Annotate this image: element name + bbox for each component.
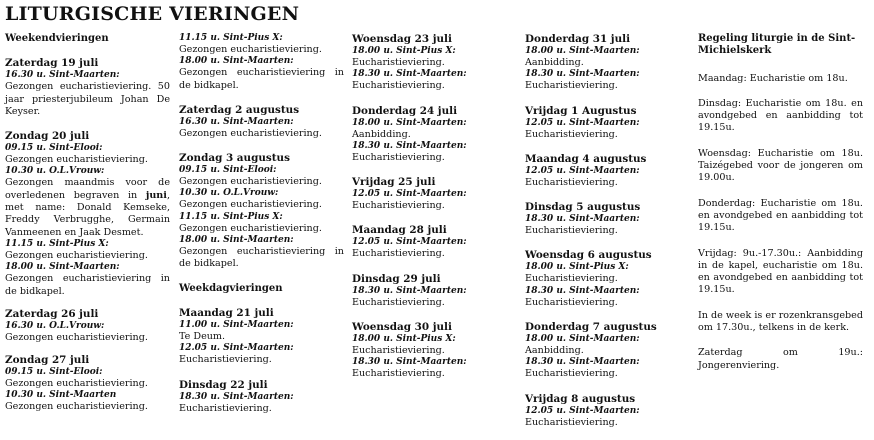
entry-text: Gezongen eucharistieviering. 50 jaar priesterjubileum Johan De Keyser. [5,81,170,117]
entry-time-place: 18.00 u. Sint-Maarten: [179,56,294,67]
column-sint-michielskerk [698,33,863,385]
entry-text: Gezongen eucharistieviering. [179,44,322,55]
entry-time-place: 12.05 u. Sint-Maarten: [525,165,640,176]
entry-text: Gezongen eucharistieviering. [179,176,322,188]
column-weekday-2 [525,33,690,440]
entry-day: Dinsdag 22 juli [179,378,268,391]
schedule-paragraph: Zaterdag om 19u.: Jongerenviering. [698,347,863,371]
entry-day: Zaterdag 19 juli [5,57,99,70]
entry-day: Vrijdag 8 augustus [525,392,636,405]
entry-day: Zondag 3 augustus [179,152,290,165]
entry-time-place: 18.30 u. Sint-Maarten: [352,285,467,296]
entry-time-place: 18.00 u. Sint-Pius X: [352,46,456,56]
entry [179,307,344,367]
entry-text: Eucharistieviering. [352,200,445,212]
entry-text: Eucharistieviering. [352,57,445,68]
entry-day: Dinsdag 29 juli [352,272,441,285]
column-weekend-2 [179,33,344,427]
column-weekend-1 [5,33,170,426]
entry-time-place: 12.05 u. Sint-Maarten: [352,237,467,248]
entry-time-place: 18.00 u. Sint-Maarten: [352,117,467,128]
entry-text: Gezongen eucharistieviering. [5,331,148,343]
entry-time-place: 09.15 u. Sint-Elooi: [5,367,103,378]
entry-day: Woensdag 30 juli [352,321,452,334]
entry-text: Gezongen eucharistieviering in de bidkapel. [179,246,344,270]
schedule-paragraph: Vrijdag: 9u.-17.30u.: Aanbidding in de kapel, eucharistie om 18u. en avondgebed en aanbidding tot 19.15u. [698,247,863,296]
entry-text: Eucharistieviering. [179,402,272,414]
entry-text: Gezongen eucharistieviering. [179,127,322,139]
entry-text: Eucharistieviering. [352,80,445,92]
entry-time-place: 10.30 u. O.L.Vrouw: [179,188,279,199]
schedule-paragraph: Dinsdag: Eucharistie om 18u. en avondgebed en aanbidding tot 19.15u. [698,97,863,134]
entry-text: Eucharistieviering. [525,296,618,308]
entry [179,33,344,92]
entry-time-place: 16.30 u. O.L.Vrouw: [5,320,105,331]
entry-text: Aanbidding. [525,57,584,68]
entry-text: Eucharistieviering. [525,273,618,285]
entry [525,105,690,141]
entry-text: Gezongen eucharistieviering in de bidkapel. [179,67,344,91]
entry-time-place: 18.30 u. Sint-Maarten: [525,285,640,296]
entry-text: Gezongen eucharistieviering. [179,222,322,234]
entry-time-place: 11.00 u. Sint-Maarten: [179,319,294,330]
entry-time-place: 11.15 u. Sint-Pius X: [5,238,109,249]
entry [525,33,690,93]
entry-text: Gezongen eucharistieviering. [179,199,322,211]
section-heading-sint-michielskerk: Regeling liturgie in de Sint-Michielskerk [698,33,856,57]
entry-text: Gezongen eucharistieviering. [5,378,148,390]
entry-text: Gezongen eucharistieviering. [5,401,148,413]
entry [179,104,344,140]
entry-time-place: 16.30 u. Sint-Maarten: [5,70,120,81]
entry-time-place: 10.30 u. O.L.Vrouw: [5,166,105,177]
entry-time-place: 16.30 u. Sint-Maarten: [179,116,294,127]
entry-day: Zondag 27 juli [5,354,90,367]
entry-time-place: 09.15 u. Sint-Elooi: [179,165,277,176]
entry-text-part: Gezongen maandmis voor de overledenen begraven in [5,177,170,201]
page-title: LITURGISCHE VIERINGEN [5,3,300,25]
entry [5,308,170,344]
entry [179,152,344,270]
entry-time-place: 18.30 u. Sint-Maarten: [525,357,640,368]
column-weekday-1 [352,33,517,393]
entry-time-place: 18.00 u. Sint-Pius X: [525,262,629,273]
entry-time-place: 18.30 u. Sint-Maarten: [525,214,640,225]
entry-time-place: 12.05 u. Sint-Maarten: [352,189,467,200]
entry-text-emphasis: juni [145,189,167,201]
entry-text: Eucharistieviering. [525,176,618,188]
entry-day: Maandag 4 augustus [525,152,647,165]
entry-text: Eucharistieviering. [352,151,445,163]
entry-time-place: 09.15 u. Sint-Elooi: [5,143,103,154]
entry-text: Gezongen eucharistieviering. [5,154,148,166]
entry [352,33,517,93]
entry-day: Vrijdag 25 juli [352,176,436,189]
entry-time-place: 18.00 u. Sint-Maarten: [525,334,640,345]
entry-text: Te Deum. [179,330,226,342]
entry [525,201,690,237]
entry [352,105,517,165]
entry-text: Eucharistieviering. [352,345,445,357]
entry-day: Woensdag 23 juli [352,33,452,45]
entry-text: Gezongen eucharistieviering. [5,249,148,261]
entry-time-place: 18.30 u. Sint-Maarten: [352,140,467,151]
entry-time-place: 18.00 u. Sint-Maarten: [179,235,294,246]
entry [5,130,170,298]
entry-time-place: 12.05 u. Sint-Maarten: [525,117,640,128]
entry [5,57,170,118]
entry-time-place: 18.00 u. Sint-Maarten: [525,46,640,56]
entry-day: Zondag 20 juli [5,130,90,143]
entry-text [5,177,170,238]
entry-day: Donderdag 31 juli [525,33,631,45]
entry-text: Eucharistieviering. [525,368,618,380]
entry [352,273,517,309]
schedule-paragraph: Woensdag: Eucharistie om 18u. Taizégebed voor de jongeren om 19.00u. [698,147,863,184]
entry-time-place: 12.05 u. Sint-Maarten: [179,343,294,354]
entry-text: Aanbidding. [352,128,411,140]
entry-time-place: 11.15 u. Sint-Pius X: [179,211,283,222]
entry-text: Eucharistieviering. [352,368,445,380]
entry-time-place: 18.00 u. Sint-Pius X: [352,334,456,345]
entry-day: Woensdag 6 augustus [525,249,652,262]
entry-time-place: 18.30 u. Sint-Maarten: [179,391,294,402]
entry-day: Zaterdag 2 augustus [179,103,300,116]
entry-time-place: 18.30 u. Sint-Maarten: [352,357,467,368]
entry [525,153,690,189]
entry-text: Eucharistieviering. [525,225,618,237]
entry-text: Eucharistieviering. [525,80,618,92]
entry-time-place: 12.05 u. Sint-Maarten: [525,405,640,416]
schedule-paragraph: Maandag: Eucharistie om 18u. [698,72,848,84]
section-heading-weekend: Weekendvieringen [5,33,109,44]
entry-day: Donderdag 7 augustus [525,321,657,334]
entry-text: Eucharistieviering. [352,248,445,260]
entry [525,249,690,309]
entry-text: Eucharistieviering. [352,296,445,308]
entry-text-part: , met name: Donald Kemseke, Freddy Verbrugghe, Germain Vanmeenen en Jaak Desmet. [5,189,170,238]
entry-day: Vrijdag 1 Augustus [525,104,637,117]
entry-time-place: 18.30 u. Sint-Maarten: [352,69,467,80]
entry [179,379,344,415]
entry-day: Maandag 21 juli [179,306,274,319]
entry-text: Eucharistieviering. [179,354,272,366]
entry [525,393,690,429]
entry [352,176,517,212]
entry-time-place: 11.15 u. Sint-Pius X: [179,33,283,43]
schedule-paragraph: In de week is er rozenkransgebed om 17.30u., telkens in de kerk. [698,309,863,334]
entry-time-place: 10.30 u. Sint-Maarten [5,390,117,401]
entry-day: Donderdag 24 juli [352,104,458,117]
entry [352,321,517,381]
entry-day: Zaterdag 26 juli [5,307,99,320]
entry-day: Dinsdag 5 augustus [525,201,641,214]
entry-time-place: 18.30 u. Sint-Maarten: [525,69,640,80]
entry-text: Gezongen eucharistieviering in de bidkapel. [5,273,170,297]
entry-day: Maandag 28 juli [352,224,447,237]
schedule-paragraph: Donderdag: Eucharistie om 18u. en avondgebed en aanbidding tot 19.15u. [698,197,863,234]
entry-text: Eucharistieviering. [525,416,618,428]
entry-text: Eucharistieviering. [525,128,618,140]
entry-text: Aanbidding. [525,345,584,357]
entry [352,224,517,260]
section-heading-weekday: Weekdagvieringen [179,282,283,294]
entry [525,321,690,381]
entry-time-place: 18.00 u. Sint-Maarten: [5,262,120,273]
entry [5,354,170,414]
